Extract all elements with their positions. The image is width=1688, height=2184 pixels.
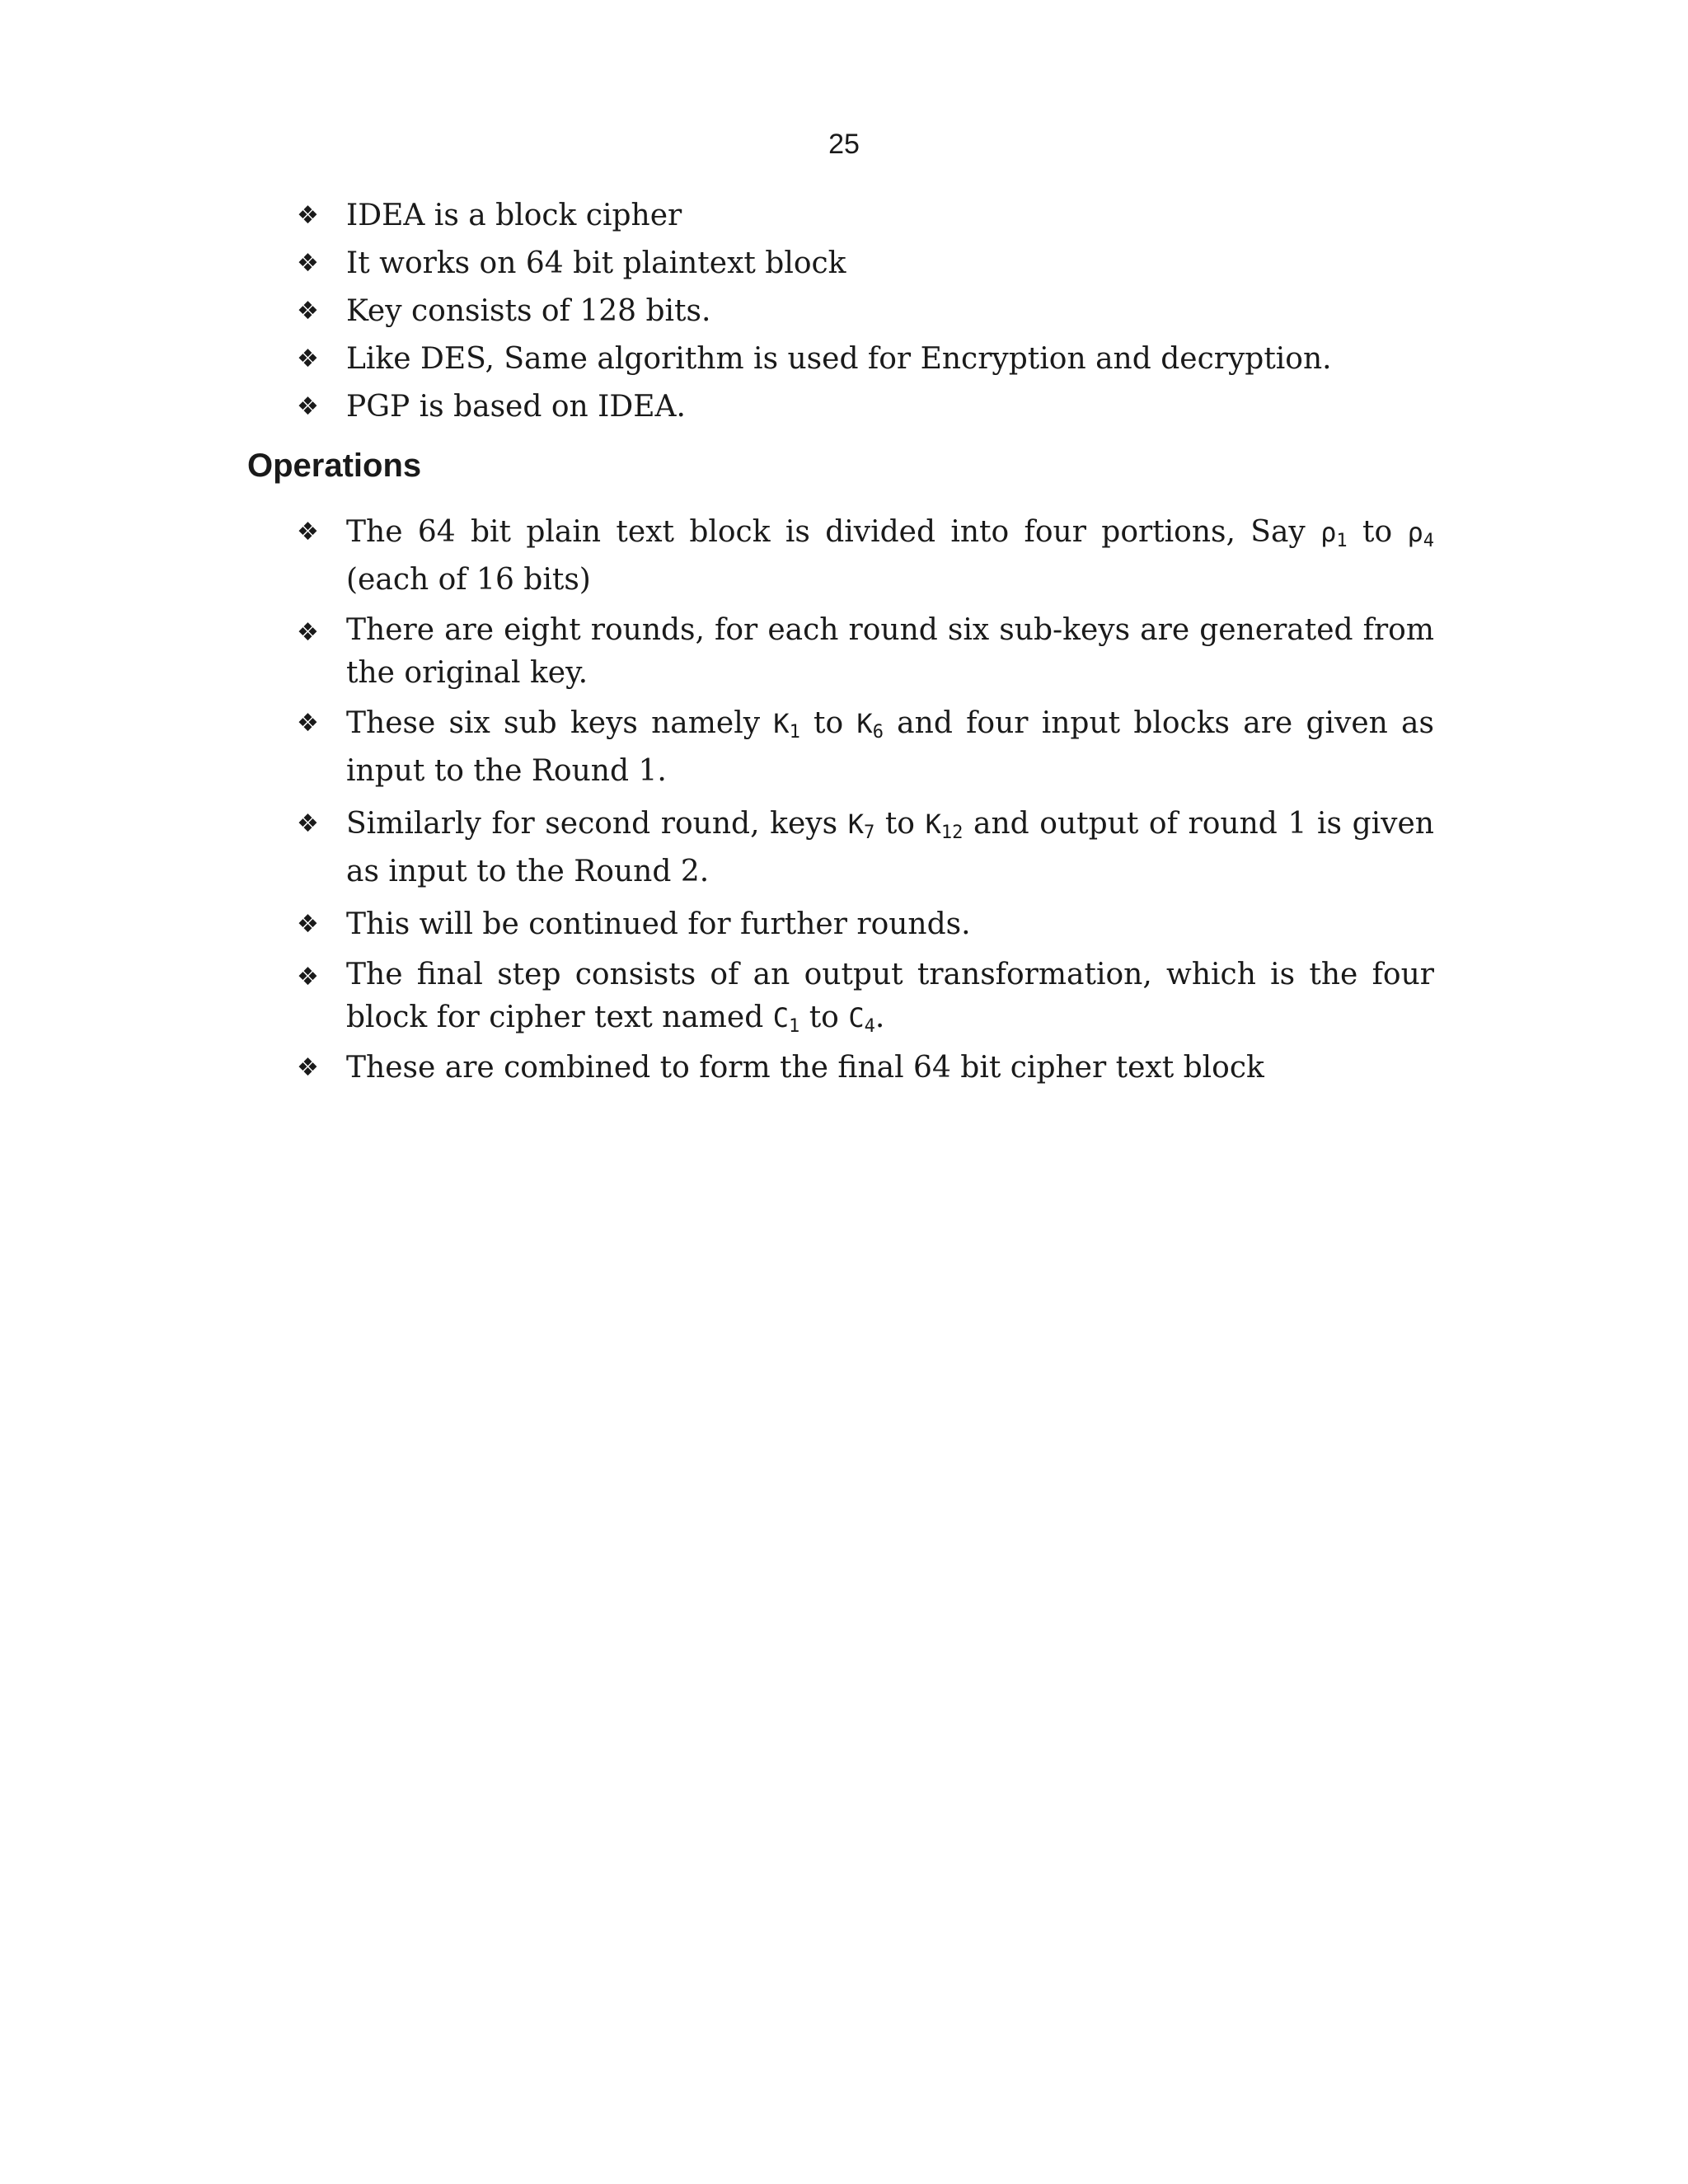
math-symbol: $\rho_4$ [1407,517,1435,551]
list-item [297,800,1434,896]
list-item [297,954,1434,1039]
list-item [297,383,1434,431]
operations-bullet-list [297,509,1434,1097]
bullet-icon: ❖ [297,297,319,326]
list-item-text: These are combined to form the final 64 bit cipher text block [346,1051,1264,1085]
bullet-icon: ❖ [297,1053,319,1082]
bullet-icon: ❖ [297,249,319,278]
list-item [297,901,1434,949]
bullet-icon: ❖ [297,392,319,421]
list-item [297,509,1434,604]
list-item [297,335,1434,383]
intro-bullet-list [297,192,1434,431]
list-item-text: IDEA is a block cipher [346,199,682,232]
text-segment: to [814,706,844,740]
text-segment: to [884,807,915,841]
list-item [297,609,1434,695]
math-symbol: $K_6$ [856,708,884,743]
list-item [297,1044,1434,1092]
math-symbol: $C_4$ [848,1002,875,1037]
list-item [297,288,1434,335]
list-item-text: Key consists of 128 bits. [346,294,711,328]
list-item-text: It works on 64 bit plaintext block [346,246,846,280]
bullet-icon: ❖ [297,518,319,546]
text-segment: to [809,1001,839,1034]
math-symbol: $K_7$ [847,808,875,843]
list-item-text: This will be continued for further rounds. [346,907,971,941]
section-heading: Operations [247,448,422,484]
text-segment: Similarly for second round, keys [346,807,838,841]
bullet-icon: ❖ [297,618,319,647]
text-segment: The final step consists of an output transformation, which is the four block for cipher text named [346,958,1434,1034]
text-segment: These six sub keys namely [346,706,761,740]
list-item [297,700,1434,795]
math-symbol: $K_{12}$ [925,808,964,843]
list-item [297,240,1434,288]
bullet-icon: ❖ [297,344,319,373]
bullet-icon: ❖ [297,910,319,939]
text-segment: to [1362,515,1393,549]
bullet-icon: ❖ [297,963,319,991]
math-symbol: $K_1$ [773,708,800,743]
text-segment: . [874,1001,885,1034]
text-segment: and output of round 1 is given as input to the Round 2. [346,807,1434,888]
list-item-text: Like DES, Same algorithm is used for Encryption and decryption. [346,342,1332,376]
page-number: 25 [828,129,860,160]
text-segment: The 64 bit plain text block is divided into four portions, Say [346,515,1306,549]
math-symbol: $C_1$ [772,1002,800,1037]
text-segment: (each of 16 bits) [346,563,591,597]
list-item-text: PGP is based on IDEA. [346,390,686,424]
list-item-text: There are eight rounds, for each round six sub-keys are generated from the original key. [346,613,1434,690]
bullet-icon: ❖ [297,809,319,838]
bullet-icon: ❖ [297,201,319,230]
list-item [297,192,1434,240]
bullet-icon: ❖ [297,709,319,738]
text-segment: and four input blocks are given as input to the Round 1. [346,706,1434,788]
math-symbol: $\rho_1$ [1320,517,1348,551]
